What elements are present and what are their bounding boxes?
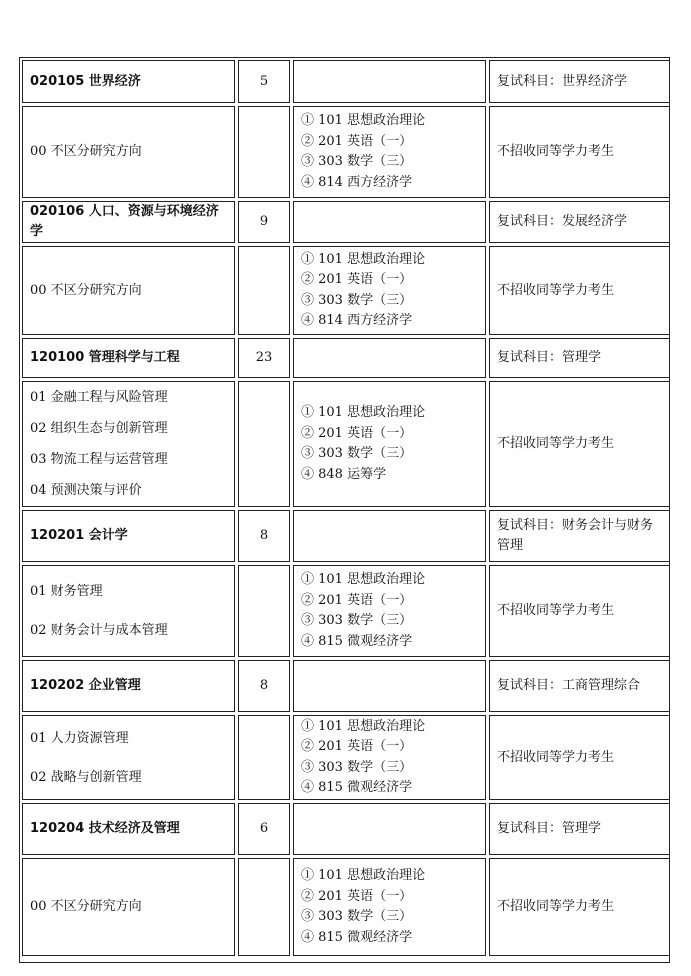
blank-cell: [238, 565, 290, 657]
subject-item: ② 201 英语（一）: [301, 272, 413, 287]
major-name: 120202 企业管理: [22, 660, 235, 712]
blank-cell: [293, 660, 486, 712]
subject-item: ① 101 思想政治理论: [301, 868, 426, 883]
direction-item: 00 不区分研究方向: [30, 899, 142, 914]
major-name: 020106 人口、资源与环境经济学: [22, 201, 235, 243]
blank-cell: [293, 201, 486, 243]
direction-item: 03 物流工程与运营管理: [30, 452, 168, 467]
direction-item: 02 财务会计与成本管理: [30, 623, 168, 638]
enrollment-count: 8: [238, 660, 290, 712]
blank-cell: [238, 858, 290, 956]
blank-cell: [293, 60, 486, 103]
major-name: 120204 技术经济及管理: [22, 803, 235, 855]
subject-item: ① 101 思想政治理论: [301, 113, 426, 128]
table-row: [22, 715, 670, 800]
subject-item: ③ 303 数学（三）: [301, 292, 413, 308]
admission-note: 不招收同等学力考生: [489, 246, 670, 335]
direction-item: 01 人力资源管理: [30, 730, 129, 746]
direction-item: 01 财务管理: [30, 584, 103, 599]
subject-item: ④ 848 运筹学: [301, 466, 387, 482]
retest-subject: 复试科目：工商管理综合: [489, 660, 670, 712]
direction-item: 00 不区分研究方向: [30, 144, 142, 159]
subject-item: ③ 303 数学（三）: [301, 759, 413, 775]
subject-item: ④ 815 微观经济学: [301, 633, 413, 649]
subject-item: ② 201 英语（一）: [301, 133, 413, 149]
table-row: [22, 201, 670, 243]
major-name: 020105 世界经济: [22, 60, 235, 103]
table-row: [22, 106, 670, 198]
retest-subject: 复试科目：管理学: [489, 338, 670, 378]
blank-cell: [293, 803, 486, 855]
exam-subjects: [293, 381, 486, 507]
subject-item: ③ 303 数学（三）: [301, 446, 413, 461]
table-row: [22, 803, 670, 855]
subject-item: ① 101 思想政治理论: [301, 718, 426, 734]
research-directions: [22, 715, 235, 800]
admission-note: 不招收同等学力考生: [489, 106, 670, 198]
table-row: [22, 858, 670, 956]
retest-subject: 复试科目：世界经济学: [489, 60, 670, 103]
direction-item: 00 不区分研究方向: [30, 282, 142, 298]
direction-item: 02 战略与创新管理: [30, 769, 142, 785]
direction-item: 04 预测决策与评价: [30, 483, 142, 498]
subject-item: ② 201 英语（一）: [301, 739, 413, 754]
direction-item: 02 组织生态与创新管理: [30, 421, 168, 436]
major-name: 120201 会计学: [22, 510, 235, 562]
retest-subject: 复试科目：发展经济学: [489, 201, 670, 243]
exam-subjects: [293, 565, 486, 657]
research-directions: [22, 246, 235, 335]
subject-item: ③ 303 数学（三）: [301, 909, 413, 924]
subject-item: ① 101 思想政治理论: [301, 572, 426, 587]
research-directions: [22, 381, 235, 507]
admissions-table: [19, 57, 673, 959]
enrollment-count: 8: [238, 510, 290, 562]
direction-item: 01 金融工程与风险管理: [30, 390, 168, 405]
subject-item: ④ 814 西方经济学: [301, 313, 413, 328]
subject-item: ④ 814 西方经济学: [301, 174, 413, 190]
research-directions: [22, 106, 235, 198]
enrollment-count: 5: [238, 60, 290, 103]
retest-subject: 复试科目：管理学: [489, 803, 670, 855]
subject-item: ④ 815 微观经济学: [301, 929, 413, 945]
subject-item: ② 201 英语（一）: [301, 592, 413, 608]
blank-cell: [238, 246, 290, 335]
blank-cell: [293, 510, 486, 562]
exam-subjects: [293, 858, 486, 956]
table-row: [22, 510, 670, 562]
admission-note: 不招收同等学力考生: [489, 858, 670, 956]
table-row: [22, 381, 670, 507]
exam-subjects: [293, 246, 486, 335]
subject-item: ④ 815 微观经济学: [301, 780, 413, 795]
table-row: [22, 246, 670, 335]
subject-item: ③ 303 数学（三）: [301, 154, 413, 169]
subject-item: ③ 303 数学（三）: [301, 613, 413, 628]
blank-cell: [293, 338, 486, 378]
research-directions: [22, 858, 235, 956]
blank-cell: [238, 715, 290, 800]
admission-note: 不招收同等学力考生: [489, 381, 670, 507]
exam-subjects: [293, 715, 486, 800]
blank-cell: [238, 106, 290, 198]
enrollment-count: 6: [238, 803, 290, 855]
subject-item: ① 101 思想政治理论: [301, 251, 426, 267]
exam-subjects: [293, 106, 486, 198]
blank-cell: [238, 381, 290, 507]
subject-item: ① 101 思想政治理论: [301, 405, 426, 420]
enrollment-count: 9: [238, 201, 290, 243]
retest-subject: 复试科目：财务会计与财务管理: [489, 510, 670, 562]
subject-item: ② 201 英语（一）: [301, 425, 413, 441]
table-row: [22, 60, 670, 103]
admission-note: 不招收同等学力考生: [489, 565, 670, 657]
research-directions: [22, 565, 235, 657]
admission-note: 不招收同等学力考生: [489, 715, 670, 800]
table-row: [22, 338, 670, 378]
table-row: [22, 660, 670, 712]
subject-item: ② 201 英语（一）: [301, 888, 413, 904]
enrollment-count: 23: [238, 338, 290, 378]
table-row: [22, 565, 670, 657]
major-name: 120100 管理科学与工程: [22, 338, 235, 378]
